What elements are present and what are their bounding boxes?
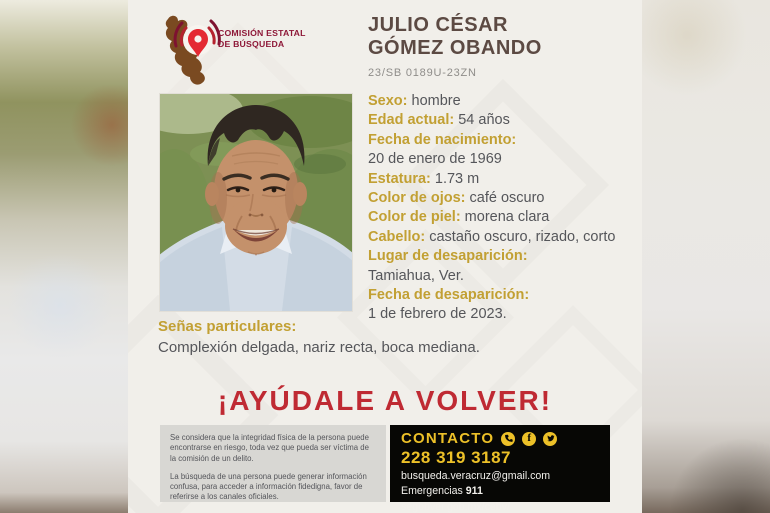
detail-label: Sexo: — [368, 93, 408, 109]
veracruz-search-commission-logo-icon — [156, 12, 236, 88]
detail-label: Fecha de desaparición: — [368, 287, 530, 304]
person-name-block — [368, 14, 638, 79]
missing-person-photo — [160, 94, 352, 311]
detail-value: morena clara — [460, 209, 550, 226]
person-details-list — [368, 92, 640, 325]
detail-row-lugar-label — [368, 247, 640, 266]
emergency-number: 911 — [465, 485, 483, 498]
detail-value: hombre — [407, 93, 461, 109]
detail-row-estatura — [368, 170, 640, 189]
distinguishing-features-value: Complexión delgada, nariz recta, boca mediana. — [158, 338, 480, 356]
detail-value: 1.73 m — [430, 170, 480, 187]
detail-label: Color de piel: — [368, 209, 461, 226]
detail-value: café oscuro — [465, 190, 545, 207]
disclaimer-box — [160, 425, 386, 502]
detail-row-edad — [368, 111, 640, 130]
person-name-line2: GÓMEZ OBANDO — [368, 37, 542, 59]
detail-value: Tamiahua, Ver. — [368, 267, 464, 284]
contact-box — [390, 425, 610, 513]
emergency-line — [401, 485, 599, 498]
twitter-icon[interactable] — [543, 432, 557, 446]
emergency-label: Emergencias — [401, 485, 466, 498]
detail-label: Cabello: — [368, 228, 426, 245]
detail-label: Edad actual: — [368, 112, 455, 129]
detail-label: Fecha de nacimiento: — [368, 131, 517, 148]
distinguishing-features — [158, 317, 618, 358]
detail-row-sexo — [368, 92, 640, 111]
detail-value: 1 de febrero de 2023. — [368, 306, 507, 323]
org-name-line1: COMISIÓN ESTATAL — [218, 28, 306, 38]
detail-row-color-ojos — [368, 189, 640, 208]
contact-header-row — [401, 430, 599, 447]
distinguishing-features-label: Señas particulares: — [158, 318, 297, 335]
detail-row-cabello — [368, 228, 640, 247]
disclaimer-paragraph-2: La búsqueda de una persona puede generar información confusa, para acceder a información fidedigna, favor de referirse a los canales oficiales. — [170, 471, 367, 502]
detail-label: Estatura: — [368, 170, 431, 187]
facebook-letter: f — [527, 432, 532, 444]
contact-email[interactable]: busqueda.veracruz@gmail.com — [401, 470, 551, 482]
contact-phone-number[interactable]: 228 319 3187 — [401, 448, 511, 467]
person-name-line1: JULIO CÉSAR — [368, 14, 508, 36]
org-name-line2: DE BÚSQUEDA — [218, 38, 285, 49]
detail-label: Lugar de desaparición: — [368, 248, 528, 265]
facebook-icon[interactable] — [522, 432, 536, 446]
org-name — [218, 28, 306, 49]
detail-value: 54 años — [454, 112, 510, 129]
pin-center-dot — [194, 35, 201, 42]
case-id: 23/SB 0189U-23ZN — [368, 67, 477, 79]
blurred-background-right — [642, 0, 770, 513]
detail-row-fecha-nacimiento-value — [368, 150, 640, 169]
contact-title: CONTACTO — [401, 430, 495, 447]
detail-row-fecha-nacimiento-label — [368, 131, 640, 150]
blurred-background-left — [0, 0, 128, 513]
detail-row-color-piel — [368, 208, 640, 227]
contact-website[interactable]: segobver.gob.mx/cebv/ — [401, 500, 510, 513]
phone-icon[interactable] — [501, 432, 515, 446]
detail-row-fecha-desaparicion-label — [368, 286, 640, 305]
detail-value: 20 de enero de 1969 — [368, 151, 502, 168]
help-return-headline: ¡AYÚDALE A VOLVER! — [217, 385, 553, 416]
detail-value: castaño oscuro, rizado, corto — [425, 228, 616, 245]
detail-label: Color de ojos: — [368, 190, 466, 207]
detail-row-lugar-value — [368, 267, 640, 286]
missing-person-poster — [128, 0, 642, 513]
disclaimer-paragraph-1: Se considera que la integridad física de la persona puede encontrarse en riesgo, toda vez que pueda ser víctima de la comisión de un delito. — [170, 433, 369, 463]
